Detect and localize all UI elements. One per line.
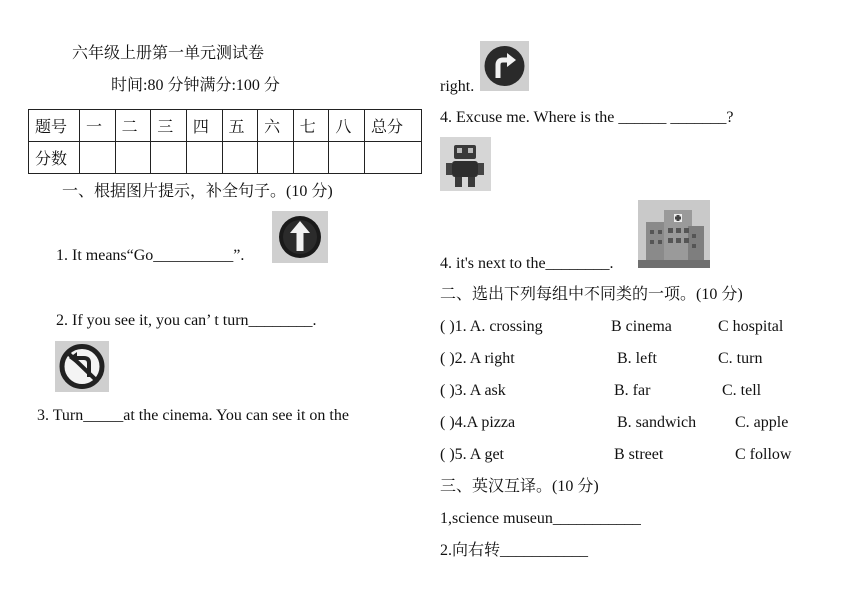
table-cell: 题号 xyxy=(29,110,80,142)
table-cell xyxy=(151,142,187,174)
table-cell: 二 xyxy=(115,110,151,142)
choice-4-a: ( )4.A pizza xyxy=(440,414,516,431)
score-table-header-row xyxy=(29,110,422,142)
choice-5-b: B street xyxy=(614,446,664,463)
section3-heading: 三、英汉互译。(10 分) xyxy=(440,478,599,495)
translation-2: 2.向右转___________ xyxy=(440,542,589,559)
choice-4-c: C. apple xyxy=(735,414,789,431)
question-5: 4. it's next to the________. xyxy=(440,255,614,272)
translation-1: 1,science museun___________ xyxy=(440,510,641,527)
choice-3-c: C. tell xyxy=(722,382,762,399)
section1-heading: 一、根据图片提示，补全句子。(10 分) xyxy=(62,183,333,200)
score-table xyxy=(28,109,422,174)
hospital-building-icon xyxy=(638,200,710,268)
table-cell: 七 xyxy=(293,110,329,142)
choice-1-a: ( )1. A. crossing xyxy=(440,318,543,335)
table-cell: 分数 xyxy=(29,142,80,174)
table-cell: 六 xyxy=(258,110,294,142)
choice-4-b: B. sandwich xyxy=(617,414,697,431)
go-straight-sign-icon xyxy=(272,211,328,263)
question-4: 4. Excuse me. Where is the ______ _______? xyxy=(440,109,734,126)
choice-5-c: C follow xyxy=(735,446,792,463)
choice-3-a: ( )3. A ask xyxy=(440,382,506,399)
section2-heading: 二、选出下列每组中不同类的一项。(10 分) xyxy=(440,286,743,303)
table-cell: 总分 xyxy=(365,110,422,142)
table-cell xyxy=(365,142,422,174)
choice-1-b: B cinema xyxy=(611,318,672,335)
choice-3-b: B. far xyxy=(614,382,651,399)
table-cell xyxy=(115,142,151,174)
table-cell: 四 xyxy=(186,110,222,142)
table-cell xyxy=(293,142,329,174)
score-table-score-row xyxy=(29,142,422,174)
table-cell: 五 xyxy=(222,110,258,142)
choice-1-c: C hospital xyxy=(718,318,784,335)
question-3: 3. Turn_____at the cinema. You can see it on the xyxy=(37,407,349,424)
choice-2-c: C. turn xyxy=(718,350,763,367)
turn-right-sign-icon xyxy=(480,41,529,91)
exam-subtitle: 时间:80 分钟满分:100 分 xyxy=(111,77,280,94)
table-cell xyxy=(329,142,365,174)
table-cell: 三 xyxy=(151,110,187,142)
robot-icon xyxy=(440,137,491,191)
table-cell xyxy=(186,142,222,174)
choice-5-a: ( )5. A get xyxy=(440,446,504,463)
question-3-continued: right. xyxy=(440,78,475,95)
exam-title: 六年级上册第一单元测试卷 xyxy=(72,45,265,62)
choice-2-a: ( )2. A right xyxy=(440,350,515,367)
table-cell xyxy=(258,142,294,174)
no-left-turn-sign-icon xyxy=(55,341,109,392)
table-cell: 八 xyxy=(329,110,365,142)
table-cell xyxy=(222,142,258,174)
choice-2-b: B. left xyxy=(617,350,657,367)
table-cell xyxy=(80,142,116,174)
question-1: 1. It means“Go__________”. xyxy=(56,247,245,264)
table-cell: 一 xyxy=(80,110,116,142)
question-2: 2. If you see it, you can’ t turn________. xyxy=(56,312,317,329)
